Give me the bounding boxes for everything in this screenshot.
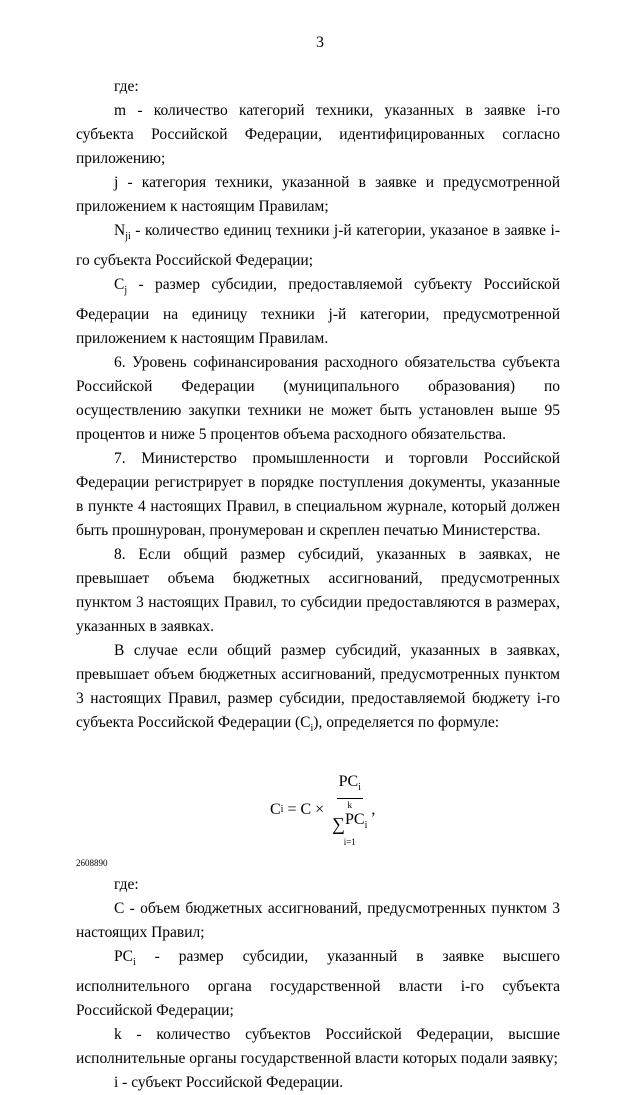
para8b-end: ), определяется по формуле: <box>313 714 500 732</box>
formula-fraction <box>332 773 367 846</box>
pci-symbol: PC <box>114 948 133 966</box>
cj-subscript: j <box>124 285 128 297</box>
document-body <box>76 75 560 1095</box>
def-c: С - объем бюджетных ассигнований, предусмотренных пунктом 3 настоящих Правил; <box>76 900 560 942</box>
def-i: i - субъект Российской Федерации. <box>114 1074 344 1092</box>
sigma-symbol: ∑ <box>332 813 346 834</box>
where-label-2: где: <box>114 876 139 894</box>
paragraph-8-continued <box>76 639 560 741</box>
pci-text: - размер субсидии, указанный в заявке высшего исполнительного органа государственной власти i-го субъекта Российской Федерации; <box>76 948 560 1020</box>
formula-numerator: $PC_i$ <box>337 773 363 799</box>
para8b-main: В случае если общий размер субсидий, указанных в заявках, превышает объем бюджетных ассигнований, предусмотренных пунктом 3 настоящих Правил, размер субсидии, предоставляемой бюджету i-го субъекта Российской Федерации (C <box>76 642 560 732</box>
formula-denominator <box>332 799 367 846</box>
nji-subscript: ji <box>125 231 131 243</box>
cj-symbol: C <box>114 276 125 294</box>
paragraph-6: 6. Уровень софинансирования расходного обязательства субъекта Российской Федерации (муниципального образования) по осуществлению закупки техники не может быть установлен выше 95 процентов и ниже 5 процентов объема расходного обязательства. <box>76 354 560 444</box>
where-label-1: где: <box>114 78 139 95</box>
def-k: k - количество субъектов Российской Федерации, высшие исполнительные органы государственной власти которых подали заявку; <box>76 1026 560 1068</box>
def-pci <box>76 945 560 1023</box>
paragraph-8: 8. Если общий размер субсидий, указанных в заявках, не превышает объема бюджетных ассигнований, предусмотренных пунктом 3 настоящих Правил, то субсидии предоставляются в размерах, указанных в заявках. <box>76 546 560 636</box>
nji-symbol: N <box>114 222 126 239</box>
formula-trail: , <box>371 800 376 818</box>
document-id: 2608890 <box>76 858 108 868</box>
paragraph-7: 7. Министерство промышленности и торговли Российской Федерации регистрирует в порядке поступления документы, указанные в пункте 4 настоящих Правил, в специальном журнале, который должен быть прошнурован, пронумерован и скреплен печатью Министерства. <box>76 450 560 540</box>
formula-eq: = C × <box>283 800 329 818</box>
formula-lhs-sub: i <box>280 803 284 815</box>
nji-text: - количество единиц техники j-й категории, указаное в заявке i-го субъекта Российской Федерации; <box>76 222 560 270</box>
def-m: m - количество категорий техники, указанных в заявке i-го субъекта Российской Федерации, идентифицированных согласно приложению; <box>76 102 560 167</box>
def-j: j - категория техники, указанной в заявке и предусмотренной приложением к настоящим Правилам; <box>76 174 560 215</box>
sum-upper-limit: k <box>347 800 353 811</box>
page-number: 3 <box>316 34 324 51</box>
def-cj <box>76 273 560 351</box>
sum-lower-limit: i=1 <box>343 836 356 847</box>
def-nji <box>76 219 560 273</box>
cj-text: - размер субсидии, предоставляемой субъекту Российской Федерации на единицу техники j-й категории, предусмотренной приложением к настоящим Правилам. <box>76 276 560 348</box>
formula-lhs: C <box>270 800 281 818</box>
para8b-subscript: i <box>310 723 314 735</box>
pci-subscript: i <box>132 957 136 969</box>
subsidy-formula <box>76 763 560 859</box>
formula-expression <box>270 773 375 846</box>
sum-term: $PC_i$ <box>345 811 368 832</box>
